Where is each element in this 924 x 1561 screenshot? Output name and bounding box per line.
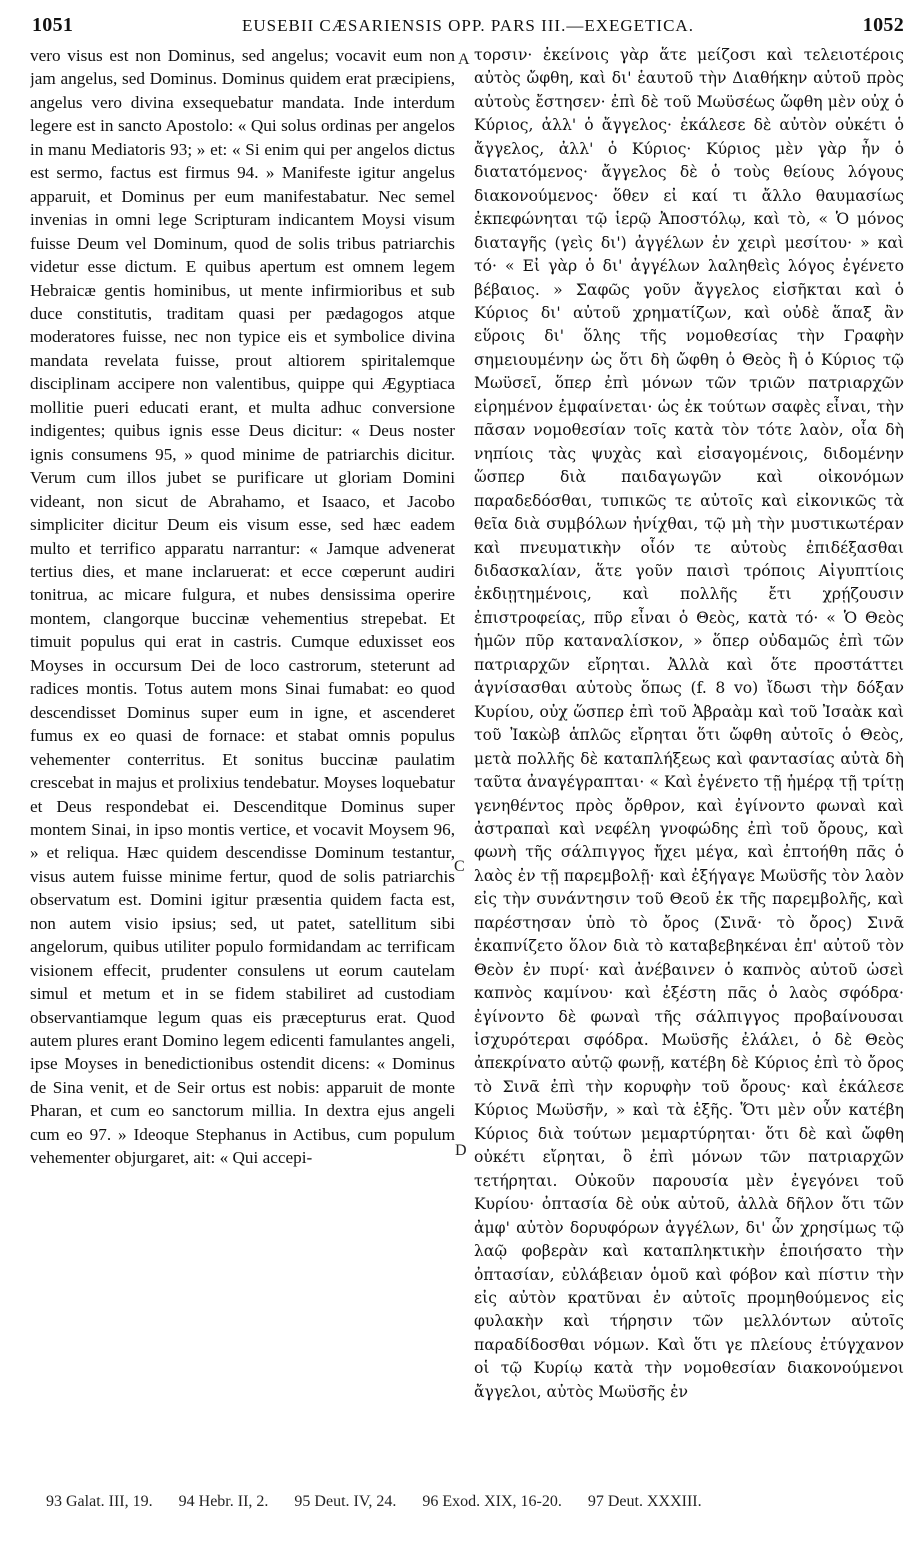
- running-header: [32, 14, 904, 40]
- footnote-93: 93 Galat. III, 19.: [46, 1493, 153, 1510]
- footnote-95: 95 Deut. IV, 24.: [294, 1493, 397, 1510]
- page-number-right: 1052: [862, 14, 904, 36]
- margin-marker-d: D: [455, 1142, 467, 1159]
- footnote-94: 94 Hebr. II, 2.: [178, 1493, 269, 1510]
- page-number-left: 1051: [32, 14, 74, 36]
- margin-marker-a: A: [458, 51, 470, 68]
- latin-text: vero visus est non Dominus, sed angelus; vocavit eum non jam angelus, sed Dominus. Dominus quidem erat præcipiens, angelus vero divina exsequebatur mandata. Inde interdum legere est in sancto Apostolo: « Qui solus ordinas per angelos in manu Mediatoris 93; » et: « Si enim qui per angelos dictus est sermo, factus est firmus 94. » Manifeste igitur angelus apparuit, et Dominus per eum manifestabatur. Nec semel invenias in omni lege Scripturam indicantem Moysi visum fuisse Deum vel Dominum, quod de solis tribus patriarchis videtur esse dictum. E quibus apertum est omnem legem Hebraicæ gentis hominibus, ut mente infirmioribus et sub duce constitutis, traditam quasi per pædagogos atque moderatores fuisse, nec non typice eis et symbolice divina mandata revelata fuisse, prout altiorem spiritalemque disciplinam accipere non valentibus, quippe qui Ægyptiaca mollitie pueri educati erant, et multa adhuc conversione indigentes; quibus ignis esse Deus dicitur: « Deus noster ignis consumens 95, » quod minime de patriarchis dicitur. Verum cum illos jubet se purificare ut gloriam Domini videant, non sicut de Abrahamo, et Isaaco, et Jacobo simpliciter dicitur Deum eis visum esse, sed hæc eadem multo et terrifico apparatu narrantur: « Jamque advenerat tertius dies, et mane inclaruerat: et ecce cœperunt audiri tonitrua, ac micare fulgura, et nubes densissima operire montem, clangorque buccinæ vehementius strepebat. Et timuit populus qui erat in castris. Cumque eduxisset eos Moyses in occursum Dei de loco castrorum, steterunt ad radices montis. Totus autem mons Sinai fumabat: eo quod descendisset Dominus super eum in igne, et ascenderet fumus ex eo quasi de fornace: et stabat omnis populus vehementer conterritus. Et sonitus buccinæ paulatim crescebat in majus et prolixius tendebatur. Moyses loquebatur et Deus respondebat ei. Descenditque Dominus super montem Sinai, in ipso montis vertice, et vocavit Moysem 96, » et reliqua. Hæc quidem descendisse Dominum testantur, visus autem fuisse minime fertur, quod de solis patriarchis observatum est. Domini igitur præsentia quidem facta est, non autem visio ipsius; sed, ut patet, satellitum sibi angelorum, quibus utiliter populo formidandam ac terrificam visionem effecit, prudenter consulens ut eorum cautelam simul et metum et in se fidem stabiliret ad custodiam observantiamque legum quas eis præcepturus erat. Quod autem plures erant Domino legem edicenti famulantes angeli, ipse Moyses in benedictionibus ostendit dicens: « Dominus de Sina venit, et de Seir ortus est nobis: apparuit de monte Pharan, et cum eo sanctorum millia. In dextra ejus angeli cum eo 97. » Ideoque Stephanus in Actibus, cum populum vehementer objurgaret, ait: « Qui accepi-: [30, 46, 455, 1168]
- footnote-97: 97 Deut. XXXIII.: [587, 1493, 702, 1510]
- greek-text: τορσιν· ἐκείνοις γὰρ ἅτε μείζοσι καὶ τελειοτέροις αὐτὸς ὤφθη, καὶ δι' ἑαυτοῦ τὴν Διαθήκην αὐτοῦ πρὸς αὐτοὺς ἔστησεν· ἐπὶ δὲ τοῦ Μωϋσέως ὤφθη μὲν οὐχ ὁ Κύριος, ἀλλ' ὁ ἄγγελος· ἐκάλεσε δὲ αὐτὸν οὐκέτι ὁ ἄγγελος, ἀλλ' ὁ Κύριος· Κύριος μὲν γὰρ ἦν ὁ διατατόμενος· ἄγγελος δὲ ὁ τοὺς θείους λόγους διακονούμενος· ὅθεν εἰ καί τι ἄλλο θαυμασίως ἐκπεφώνηται τῷ ἱερῷ Ἀποστόλῳ, καὶ τὸ, « Ὁ μόνος διαταγῆς (γεὶς δι') ἀγγέλων ἐν χειρὶ μεσίτου· » καὶ τό· « Εἰ γὰρ ὁ δι' ἀγγέλων λαληθεὶς λόγος ἐγένετο βέβαιος. » Σαφῶς γοῦν ἄγγελος εἰσῆκται καὶ ὁ Κύριος δι' αὐτοῦ χρηματίζων, καὶ οὐδὲ ἅπαξ ἂν εὕροις δι' ὅλης τῆς νομοθεσίας τὴν Γραφὴν σημειουμένην ὡς ὅτι δὴ ὤφθη ὁ Θεὸς ἢ ὁ Κύριος τῷ Μωϋσεῖ, ὅπερ ἐπὶ μόνων τῶν τριῶν πατριαρχῶν εἰρημένον ἐμφαίνεται· ὡς ἐκ τούτων σαφὲς εἶναι, τὴν πᾶσαν νομοθεσίαν τοῖς κατὰ τὸν τότε λαὸν, οἷα δὴ νηπίοις τὰς ψυχὰς καὶ εἰσαγομένοις, διδομένην ὥσπερ διὰ παιδαγωγῶν καὶ οἰκονόμων παραδεδόσθαι, τυπικῶς τε αὐτοῖς καὶ εἰκονικῶς τὰ θεῖα διὰ συμβόλων ἠνίχθαι, τῷ μὴ τὴν μυστικωτέραν καὶ πνευματικὴν οἷόν τε αὐτοὺς ἐπιδέξασθαι διδασκαλίαν, ἅτε γοῦν παισὶ τρόποις Αἰγυπτίοις ἐκδιῃτημένοις, καὶ πολλῆς ἔτι χρῄζουσιν ἐπιστροφείας, πῦρ εἶναι ὁ Θεὸς, κατὰ τό· « Ὁ Θεὸς ἡμῶν πῦρ καταναλίσκον, » ὅπερ οὐδαμῶς ἐπὶ τῶν πατριαρχῶν εἴρηται. Ἀλλὰ καὶ ὅτε προστάττει ἁγνίσασθαι αὐτοὺς ὅπως (f. 8 vo) ἴδωσι τὴν δόξαν Κυρίου, οὐχ ὥσπερ ἐπὶ τοῦ Ἀβραὰμ καὶ τοῦ Ἰσαὰκ καὶ τοῦ Ἰακὼβ ἁπλῶς εἴρηται ὅτι ὤφθη αὐτοῖς ὁ Θεὸς, μετὰ πολλῆς δὲ καταπλήξεως καὶ φαντασίας αὐτὰ δὴ ταῦτα ἀναγέγραπται· « Καὶ ἐγένετο τῇ ἡμέρᾳ τῇ τρίτῃ γενηθέντος πρὸς ὄρθρον, καὶ ἐγίνοντο φωναὶ καὶ ἀστραπαὶ καὶ νεφέλη γνοφώδης ἐπὶ τοῦ ὄρους, καὶ φωνὴ τῆς σάλπιγγος ἤχει μέγα, καὶ ἐπτοήθη πᾶς ὁ λαὸς ἐν τῇ παρεμβολῇ· καὶ ἐξήγαγε Μωϋσῆς τὸν λαὸν εἰς τὴν συνάντησιν τοῦ Θεοῦ ἐκ τῆς παρεμβολῆς, καὶ παρέστησαν ὑπὸ τὸ ὄρος (Σινᾶ· τὸ ὄρος) Σινᾶ ἐκαπνίζετο ὅλον διὰ τὸ καταβεβηκέναι ἐπ' αὐτοῦ τὸν Θεὸν ἐν πυρί· καὶ ἀνέβαινεν ὁ καπνὸς αὐτοῦ ὡσεὶ καπνὸς καμίνου· καὶ ἐξέστη πᾶς ὁ λαὸς σφόδρα· ἐγίνοντο δὲ φωναὶ τῆς σάλπιγγος προβαίνουσαι ἰσχυρότεραι σφόδρα. Μωϋσῆς ἐλάλει, ὁ δὲ Θεὸς ἀπεκρίνατο αὐτῷ φωνῇ, κατέβη δὲ Κύριος ἐπὶ τὸ ὄρος τὸ Σινᾶ ἐπὶ τὴν κορυφὴν τοῦ ὄρους· καὶ ἐκάλεσε Κύριος Μωϋσῆν, » καὶ τὰ ἑξῆς. Ὅτι μὲν οὖν κατέβη Κύριος διὰ τούτων μεμαρτύρηται· ὅτι δὲ καὶ ὤφθη οὐκέτι εἴρηται, ὃ ἐπὶ μόνων τῶν πατριαρχῶν τετήρηται. Οὐκοῦν παρουσία μὲν ἐγεγόνει τοῦ Κυρίου· ὀπτασία δὲ οὐκ αὐτοῦ, ἀλλὰ δῆλον ὅτι τῶν ἀμφ' αὐτὸν δορυφόρων ἀγγέλων, δι' ὧν χρησίμως τῷ λαῷ φοβερὰν καὶ καταπληκτικὴν ἐποιήσατο τὴν ὀπτασίαν, εὐλάβειαν ὁμοῦ καὶ φόβον καὶ πίστιν τὴν εἰς αὐτὸν κρατῦναι ἐν αὐτοῖς προμηθούμενος εἰς φυλακὴν καὶ τήρησιν τῶν μελλόντων αὐτοῖς παραδίδοσθαι νόμων. Καὶ ὅτι γε πλείους ἐτύγχανον οἱ τῷ Κυρίῳ κατὰ τὴν νομοθεσίαν διακονούμενοι ἄγγελοι, αὐτὸς Μωϋσῆς ἐν: [474, 46, 904, 1401]
- running-title: EUSEBII CÆSARIENSIS OPP. PARS III.—EXEGETICA.: [242, 16, 694, 35]
- footnotes: [46, 1493, 886, 1511]
- margin-marker-c: C: [454, 858, 465, 875]
- greek-column: [474, 44, 904, 1449]
- footnote-96: 96 Exod. XIX, 16-20.: [422, 1493, 562, 1510]
- latin-column: [30, 44, 455, 1449]
